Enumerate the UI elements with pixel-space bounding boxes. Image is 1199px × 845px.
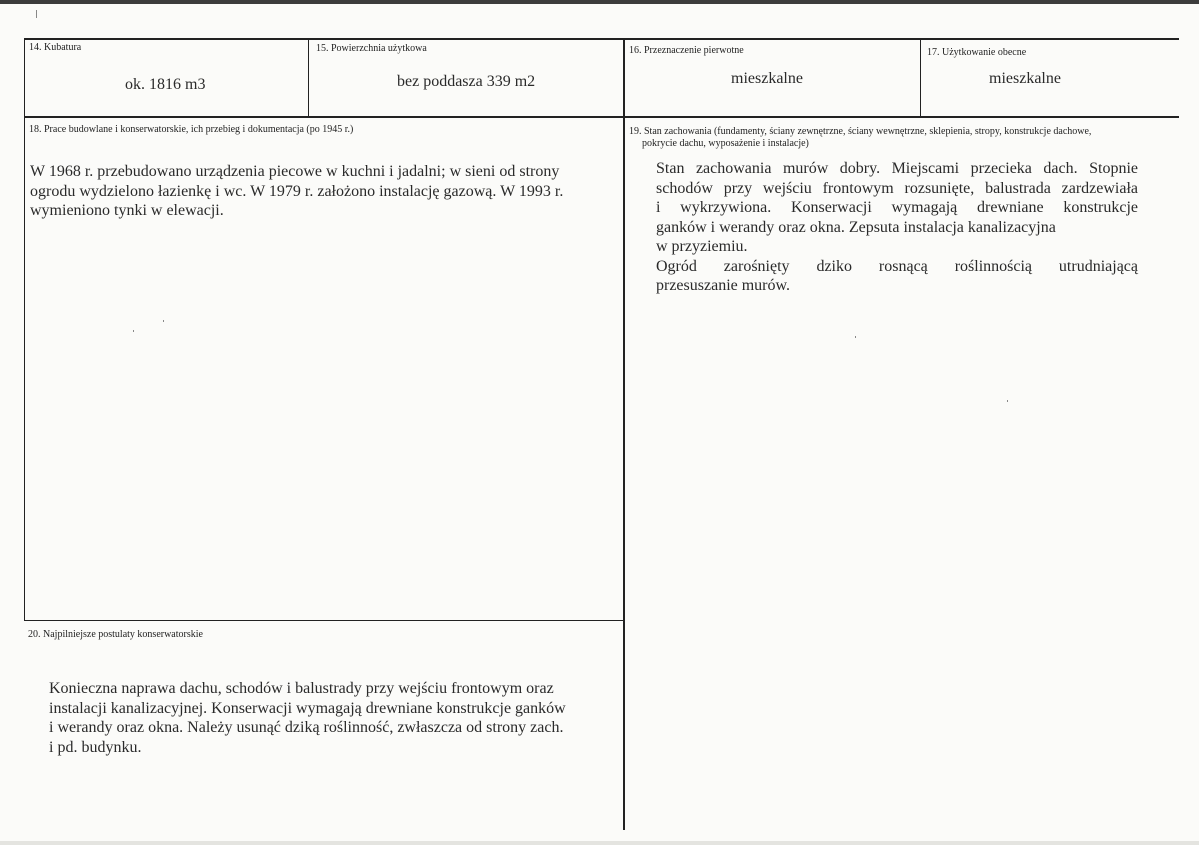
field-17-value: mieszkalne [989, 70, 1061, 87]
field-19-label [629, 126, 1179, 150]
field-19-line: ganków i werandy oraz okna. Zepsuta instalacja kanalizacyjna [656, 218, 1056, 236]
field-17-label: 17. Użytkowanie obecne [927, 47, 1027, 58]
scan-bottom-edge [0, 841, 1199, 845]
field-19-label-line: 19. Stan zachowania (fundamenty, ściany zewnętrzne, ściany wewnętrzne, sklepienia, stropy, konstrukcje dachowe, [629, 126, 1092, 137]
field-19-line: i wykrzywiona. Konserwacji wymagają drewniane konstrukcje [656, 199, 1138, 216]
field-20-line: instalacji kanalizacyjnej. Konserwacji wymagają drewniane konstrukcje ganków [49, 699, 566, 717]
field-16-label: 16. Przeznaczenie pierwotne [629, 45, 744, 56]
field-19-line: przesuszanie murów. [656, 277, 791, 294]
scan-speck [1007, 400, 1008, 402]
form-divider-16-17 [920, 38, 921, 117]
field-19-line: Stan zachowania murów dobry. Miejscami przecieka dach. Stopnie [656, 160, 1138, 177]
scan-speck [855, 336, 856, 338]
field-18-line: wymieniono tynki w elewacji. [30, 202, 224, 219]
field-20-label: 20. Najpilniejsze postulaty konserwatorskie [28, 629, 203, 640]
field-18-line: W 1968 r. przebudowano urządzenia piecowe w kuchni i jadalni; w sieni od strony [30, 163, 560, 180]
scan-speck [163, 320, 164, 322]
scan-speck [133, 330, 134, 332]
field-19-label-line: pokrycie dachu, wyposażenie i instalacje) [642, 138, 809, 149]
field-14-value: ok. 1816 m3 [125, 76, 206, 93]
field-18-label: 18. Prace budowlane i konserwatorskie, ich przebieg i dokumentacja (po 1945 r.) [29, 124, 354, 135]
field-19-text [656, 159, 1138, 296]
field-18-line: ogrodu wydzielono łazienkę i wc. W 1979 r. założono instalację gazową. W 1993 r. [30, 182, 564, 200]
field-19-line: w przyziemiu. [656, 238, 748, 255]
form-left-edge [24, 38, 25, 620]
form-row3-rule [24, 620, 625, 621]
field-19-line: schodów przy wejściu frontowym rozsunięte, balustrada zardzewiała [656, 179, 1138, 197]
field-14-label: 14. Kubatura [29, 42, 82, 53]
field-15-label: 15. Powierzchnia użytkowa [316, 43, 427, 54]
form-divider-14-15 [308, 38, 309, 117]
scan-top-edge [0, 0, 1199, 4]
field-20-line: i werandy oraz okna. Należy usunąć dziką roślinność, zwłaszcza od strony zach. [49, 719, 564, 736]
field-20-line: Konieczna naprawa dachu, schodów i balustrady przy wejściu frontowym oraz [49, 680, 554, 697]
field-19-line: Ogród zarośnięty dziko rosnącą roślinnością utrudniającą [656, 257, 1138, 275]
field-18-text [30, 162, 608, 221]
field-16-value: mieszkalne [731, 70, 803, 87]
form-row1-rule [24, 116, 1179, 118]
field-20-line: i pd. budynku. [49, 738, 142, 756]
field-20-text [49, 679, 609, 757]
field-15-value: bez poddasza 339 m2 [397, 73, 536, 90]
scan-speck [36, 10, 37, 18]
form-center-divider [623, 38, 625, 830]
form-top-rule [24, 38, 1179, 40]
